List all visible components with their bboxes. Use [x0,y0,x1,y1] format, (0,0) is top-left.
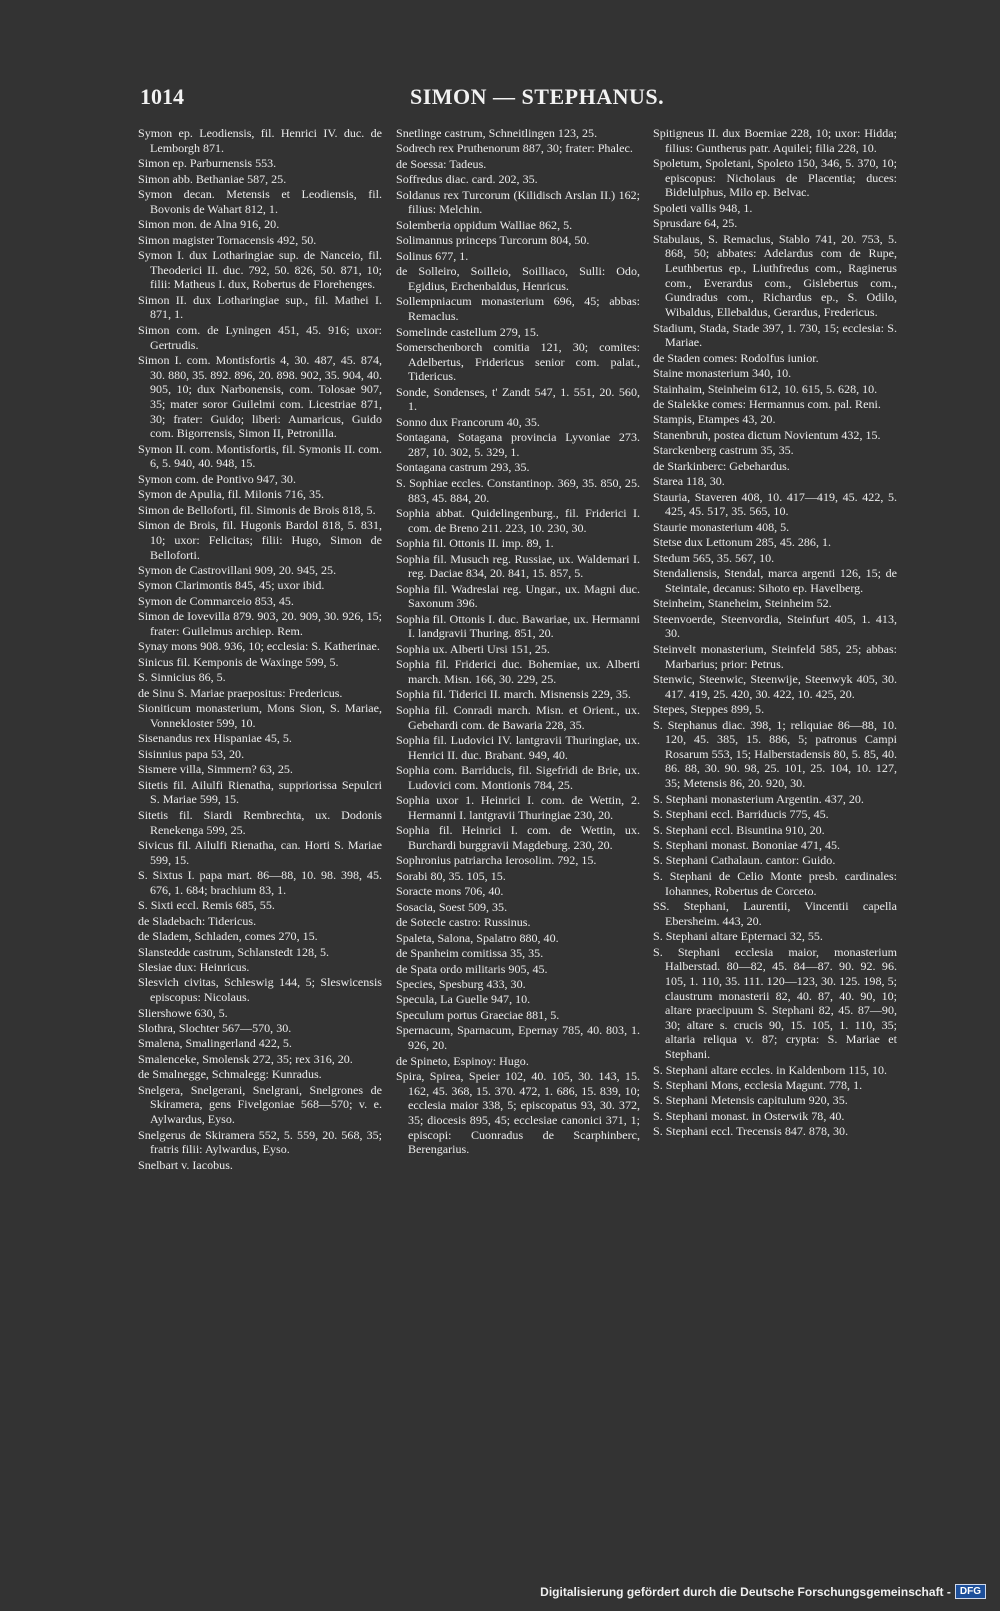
index-entry: Slesvich civitas, Schleswig 144, 5; Sleswicensis episcopus: Nicolaus. [138,975,382,1005]
index-entry: Smalena, Smalingerland 422, 5. [138,1036,292,1051]
index-entry: S. Sixtus I. papa mart. 86—88, 10. 98. 398, 45. 676, 1. 684; brachium 83, 1. [138,868,382,897]
index-entry: Stepes, Steppes 899, 5. [653,702,765,717]
index-entry: S. Stephani eccl. Trecensis 847. 878, 30. [653,1124,849,1139]
index-entry: S. Stephani Metensis capitulum 920, 35. [653,1093,848,1108]
index-entry: de Sladebach: Tidericus. [138,913,257,928]
index-entry: Stampis, Etampes 43, 20. [653,412,776,427]
index-entry: S. Stephani monast. in Osterwik 78, 40. [653,1108,845,1123]
index-entry: Sophia fil. Friderici duc. Bohemiae, ux. Alberti march. Misn. 166, 30. 229, 25. [396,657,640,686]
index-entry: Stadium, Stada, Stade 397, 1. 730, 15; ecclesia: S. Mariae. [653,320,897,350]
index-entry: S. Stephani altare Epternaci 32, 55. [653,929,823,944]
index-entry: Synay mons 908. 936, 10; ecclesia: S. Katherinae. [138,639,380,654]
index-entry: Sodrech rex Pruthenorum 887, 30; frater: Phalec. [396,141,633,156]
index-entry: Steenvoerde, Steenvordia, Steinfurt 405, 1. 413, 30. [653,611,897,641]
index-entry: SS. Stephani, Laurentii, Vincentii capella Ebersheim. 443, 20. [653,898,897,928]
index-entry: Stetse dux Lettonum 285, 45. 286, 1. [653,535,832,550]
index-entry: Sophia fil. Ludovici IV. lantgravii Thuringiae, ux. Henrici II. duc. Brabant. 949, 40. [396,732,640,762]
index-entry: Sophia ux. Alberti Ursi 151, 25. [396,641,550,656]
index-entry: S. Stephani altare eccles. in Kaldenborn 115, 10. [653,1062,888,1077]
index-entry: Spernacum, Sparnacum, Epernay 785, 40. 803, 1. 926, 20. [396,1023,640,1053]
index-entry: Sophia fil. Conradi march. Misn. et Orient., ux. Gebehardi com. de Bawaria 228, 35. [396,702,640,732]
index-entry: Sinicus fil. Kemponis de Waxinge 599, 5. [138,654,339,669]
index-entry: Species, Spesburg 433, 30. [396,977,526,992]
index-entry: Starckenberg castrum 35, 35. [653,443,794,458]
index-entry: de Soessa: Tadeus. [396,156,487,171]
index-entry: Solemberia oppidum Walliae 862, 5. [396,217,573,232]
index-entry: Spira, Spirea, Speier 102, 40. 105, 30. 143, 15. 162, 45. 368, 15. 370. 472, 1. 686, 15. 839, 10; ecclesia maior 338, 5; episcopatus 93, 30. 372, 35; diocesis 895, 45; ecclesiae canonici 371, 1; episcopi: Cuonradus de Scarphinberc, Berengarius. [396,1068,640,1157]
index-entry: Simon de Brois, fil. Hugonis Bardol 818, 5. 831, 10; uxor: Felicitas; filii: Hugo, Simon de Belloforti. [138,518,382,562]
index-entry: Simon de Iovevilla 879. 903, 20. 909, 30. 926, 15; frater: Guilelmus archiep. Rem. [138,609,382,638]
index-entry: Sophia fil. Ottonis II. imp. 89, 1. [396,536,554,551]
index-entry: Snelgerus de Skiramera 552, 5. 559, 20. 568, 35; fratris filii: Aylwardus, Eyso. [138,1127,382,1157]
index-entry: S. Stephani eccl. Barriducis 775, 45. [653,807,829,822]
index-entry: Sophia fil. Ottonis I. duc. Bawariae, ux. Hermanni I. landgravii Thuring. 851, 20. [396,611,640,641]
index-entry: S. Stephanus diac. 398, 1; reliquiae 86—88, 10. 120, 45. 385, 15. 886, 5; patronus Campi Rosarum 553, 15; Halberstadensis 80, 5. 85, 40. 86. 88, 30. 90. 98, 25. 101, 25. 104, 10. 127, 35; Metensis 86, 20. 920, 30. [653,717,897,791]
index-entry: S. Stephani Mons, ecclesia Magunt. 778, 1. [653,1078,863,1093]
funding-credit [540,1584,986,1599]
index-column-1 [138,126,382,1173]
index-entry: Symon com. de Pontivo 947, 30. [138,471,296,486]
index-entry: de Spanheim comitissa 35, 35. [396,946,544,961]
index-entry: Sitetis fil. Ailulfi Rienatha, suppriorissa Sepulcri S. Mariae 599, 15. [138,777,382,807]
index-entry: Specula, La Guelle 947, 10. [396,992,531,1007]
index-entry: Steinvelt monasterium, Steinfeld 585, 25; abbas: Marbarius; prior: Petrus. [653,641,897,671]
index-entry: Somerschenborch comitia 121, 30; comites: Adelbertus, Fridericus senior com. palat., Tidericus. [396,339,640,384]
index-entry: de Sotecle castro: Russinus. [396,915,531,930]
index-entry: Staine monasterium 340, 10. [653,366,792,381]
index-entry: Simon com. de Lyningen 451, 45. 916; uxor: Gertrudis. [138,322,382,352]
running-title: SIMON — STEPHANUS. [410,84,665,109]
index-entry: Simon de Belloforti, fil. Simonis de Brois 818, 5. [138,502,376,517]
index-entry: Sontagana, Sotagana provincia Lyvoniae 273. 287, 10. 302, 5. 329, 1. [396,430,640,459]
index-entry: Soldanus rex Turcorum (Kilidisch Arslan II.) 162; filius: Melchin. [396,187,640,217]
index-entry: Sivicus fil. Ailulfi Rienatha, can. Horti S. Mariae 599, 15. [138,837,382,867]
index-entry: Simon magister Tornacensis 492, 50. [138,232,317,247]
index-column-2 [396,126,640,1158]
index-entry: Symon de Apulia, fil. Milonis 716, 35. [138,487,325,502]
index-entry: de Sinu S. Mariae praepositus: Fredericus. [138,685,343,700]
index-entry: Sophia com. Barriducis, fil. Sigefridi de Brie, ux. Ludovici com. Montionis 784, 25. [396,763,640,792]
index-entry: S. Stephani Cathalaun. cantor: Guido. [653,853,836,868]
index-entry: Symon de Commarceio 853, 45. [138,593,294,608]
index-entry: de Spineto, Espinoy: Hugo. [396,1053,529,1068]
index-entry: Sisinnius papa 53, 20. [138,746,245,761]
index-entry: Stanenbruh, postea dictum Novientum 432, 15. [653,427,881,442]
index-entry: Snetlinge castrum, Schneitlingen 123, 25. [396,126,598,140]
index-entry: Slothra, Slochter 567—570, 30. [138,1021,292,1035]
index-entry: Symon I. dux Lotharingiae sup. de Nanceio, fil. Theoderici II. duc. 792, 50. 826, 50. 871, 10; filii: Matheus I. dux, Robertus de Florehenges. [138,248,382,292]
index-entry: Sismere villa, Simmern? 63, 25. [138,762,293,777]
index-entry: Simon I. com. Montisfortis 4, 30. 487, 45. 874, 30. 880, 35. 892. 896, 20. 898. 902, 35. 904, 40. 905, 10; dux Narbonensis, com. Tolosae 907, 35; mater soror Guilelmi com. Licestriae 871, 30; frater: Guido; liberi: Aumaricus, Guido com. Bigorrensis, Simon II, Petronilla. [138,353,382,441]
index-entry: Simon abb. Bethaniae 587, 25. [138,171,287,186]
index-entry: Solimannus princeps Turcorum 804, 50. [396,233,590,248]
index-entry: S. Sophiae eccles. Constantinop. 369, 35. 850, 25. 883, 45. 884, 20. [396,475,640,505]
index-entry: Steinheim, Staneheim, Steinheim 52. [653,596,832,611]
index-entry: de Staden comes: Rodolfus iunior. [653,350,819,365]
index-entry: Sorabi 80, 35. 105, 15. [396,868,506,883]
index-entry: Stenwic, Steenwic, Steenwije, Steenwyk 405, 30. 417. 419, 25. 420, 30. 422, 10. 425, 20. [653,671,897,701]
index-entry: Symon Clarimontis 845, 45; uxor ibid. [138,578,325,593]
index-entry: Sophia fil. Wadreslai reg. Ungar., ux. Magni duc. Saxonum 396. [396,581,640,611]
index-entry: Smalenceke, Smolensk 272, 35; rex 316, 20. [138,1051,353,1066]
index-entry: Sophia fil. Tiderici II. march. Misnensis 229, 35. [396,687,631,702]
index-entry: Sioniticum monasterium, Mons Sion, S. Mariae, Vonnekloster 599, 10. [138,701,382,730]
index-entry: Symon decan. Metensis et Leodiensis, fil. Bovonis de Wahart 812, 1. [138,187,382,216]
index-entry: Sophia abbat. Quidelingenburg., fil. Friderici I. com. de Breno 211. 223, 10. 230, 30. [396,505,640,535]
index-entry: Sitetis fil. Siardi Rembrechta, ux. Dodonis Renekenga 599, 25. [138,807,382,837]
index-entry: Soffredus diac. card. 202, 35. [396,172,538,187]
index-entry: S. Stephani ecclesia maior, monasterium Halberstad. 80—82, 45. 84—87. 90. 92. 96. 105, 1. 110, 35. 111. 120—123, 30. 125. 198, 5; claustrum monasterii 82, 40. 87, 40. 90, 10; altare praecipuum S. Stephani 82, 45. 87—90, 30; altare s. crucis 90, 15. 105, 1. 110, 35; altaria reliqua v. 87; crypta: S. Mariae et Stephani. [653,944,897,1062]
index-entry: Staurie monasterium 408, 5. [653,519,790,534]
index-entry: Symon II. com. Montisfortis, fil. Symonis II. com. 6, 5. 940, 40. 948, 15. [138,441,382,471]
index-entry: de Smalnegge, Schmalegg: Kunradus. [138,1067,322,1082]
index-entry: Stainhaim, Steinheim 612, 10. 615, 5. 628, 10. [653,381,878,396]
index-entry: Sosacia, Soest 509, 35. [396,899,508,914]
index-entry: Spitigneus II. dux Boemiae 228, 10; uxor: Hidda; filius: Guntherus patr. Aquilei; filia 228, 10. [653,126,897,155]
index-entry: Sophia fil. Musuch reg. Russiae, ux. Waldemari I. reg. Daciae 834, 20. 841, 15. 857, 5. [396,551,640,581]
index-entry: Sonno dux Francorum 40, 35. [396,414,540,429]
index-entry: Snelbart v. Iacobus. [138,1157,233,1172]
index-entry: Sisenandus rex Hispaniae 45, 5. [138,731,292,746]
index-column-3 [653,126,897,1140]
credit-text: Digitalisierung gefördert durch die Deutsche Forschungsgemeinschaft - [540,1584,951,1599]
index-entry: Sophia uxor 1. Heinrici I. com. de Wettin, 2. Hermanni I. lantgravii Thuringiae 230, 20. [396,793,640,822]
index-entry: S. Sixti eccl. Remis 685, 55. [138,898,275,913]
index-entry: Starea 118, 30. [653,474,725,489]
index-entry: Symon ep. Leodiensis, fil. Henrici IV. duc. de Lemborgh 871. [138,126,382,155]
index-entry: Stedum 565, 35. 567, 10. [653,550,775,565]
index-entry: de Solleiro, Soilleio, Soilliaco, Sulli: Odo, Egidius, Erchenbaldus, Henricus. [396,264,640,293]
index-entry: Sprusdare 64, 25. [653,216,738,231]
index-entry: Somelinde castellum 279, 15. [396,324,539,339]
index-entry: Stauria, Staveren 408, 10. 417—419, 45. 422, 5. 425, 45. 517, 35. 565, 10. [653,489,897,519]
index-entry: Soracte mons 706, 40. [396,884,504,899]
index-entry: Simon II. dux Lotharingiae sup., fil. Mathei I. 871, 1. [138,292,382,322]
index-entry: de Spata ordo militaris 905, 45. [396,961,548,976]
index-entry: Slesiae dux: Heinricus. [138,959,250,974]
index-entry: S. Stephani eccl. Bisuntina 910, 20. [653,822,825,837]
index-entry: S. Stephani monast. Bononiae 471, 45. [653,837,841,852]
index-entry: S. Stephani monasterium Argentin. 437, 20. [653,791,864,806]
index-entry: Solinus 677, 1. [396,248,469,263]
index-entry: Stabulaus, S. Remaclus, Stablo 741, 20. 753, 5. 868, 50; abbates: Adelardus com de Rupe, Leuthbertus ep., Liuthfredus com., Raginerus com., Everardus com., Gislebertus com., Gundradus com., Richardus ep., S. Odilo, Wibaldus, Ellebaldus, Gerardus, Fredericus. [653,231,897,320]
index-entry: Sophronius patriarcha Ierosolim. 792, 15. [396,853,597,868]
index-entry: Sollempniacum monasterium 696, 45; abbas: Remaclus. [396,294,640,324]
index-entry: Symon de Castrovillani 909, 20. 945, 25. [138,562,337,577]
index-entry: Slanstedde castrum, Schlanstedt 128, 5. [138,944,330,959]
index-entry: Spoletum, Spoletani, Spoleto 150, 346, 5. 370, 10; episcopus: Nicholaus de Placentia; duces: Bidelulphus, Milo ep. Belvac. [653,156,897,200]
index-entry: Simon ep. Parburnensis 553. [138,156,277,171]
index-entry: Spoleti vallis 948, 1. [653,200,753,215]
index-entry: S. Sinnicius 86, 5. [138,670,226,685]
index-entry: Speculum portus Graeciae 881, 5. [396,1007,560,1022]
dfg-logo: DFG [955,1584,986,1599]
index-entry: Snelgera, Snelgerani, Snelgrani, Snelgrones de Skiramera, gens Fivelgoniae 568—570; v. e. Aylwardus, Eyso. [138,1082,382,1127]
page-number: 1014 [140,84,184,109]
index-entry: Spaleta, Salona, Spalatro 880, 40. [396,930,559,945]
index-entry: S. Stephani de Celio Monte presb. cardinales: Iohannes, Robertus de Corceto. [653,868,897,898]
index-entry: de Sladem, Schladen, comes 270, 15. [138,929,318,944]
index-entry: Simon mon. de Alna 916, 20. [138,217,280,232]
index-entry: Sophia fil. Heinrici I. com. de Wettin, ux. Burchardi burggravii Magdeburg. 230, 20. [396,823,640,852]
index-entry: de Starkinberc: Gebehardus. [653,458,790,473]
index-entry: Sliershowe 630, 5. [138,1005,228,1020]
index-entry: Sonde, Sondenses, t' Zandt 547, 1. 551, 20. 560, 1. [396,384,640,414]
index-entry: Stendaliensis, Stendal, marca argenti 126, 15; de Steintale, decanus: Sihoto ep. Havelberg. [653,566,897,595]
index-entry: Sontagana castrum 293, 35. [396,460,530,475]
index-entry: de Stalekke comes: Hermannus com. pal. Reni. [653,396,881,411]
